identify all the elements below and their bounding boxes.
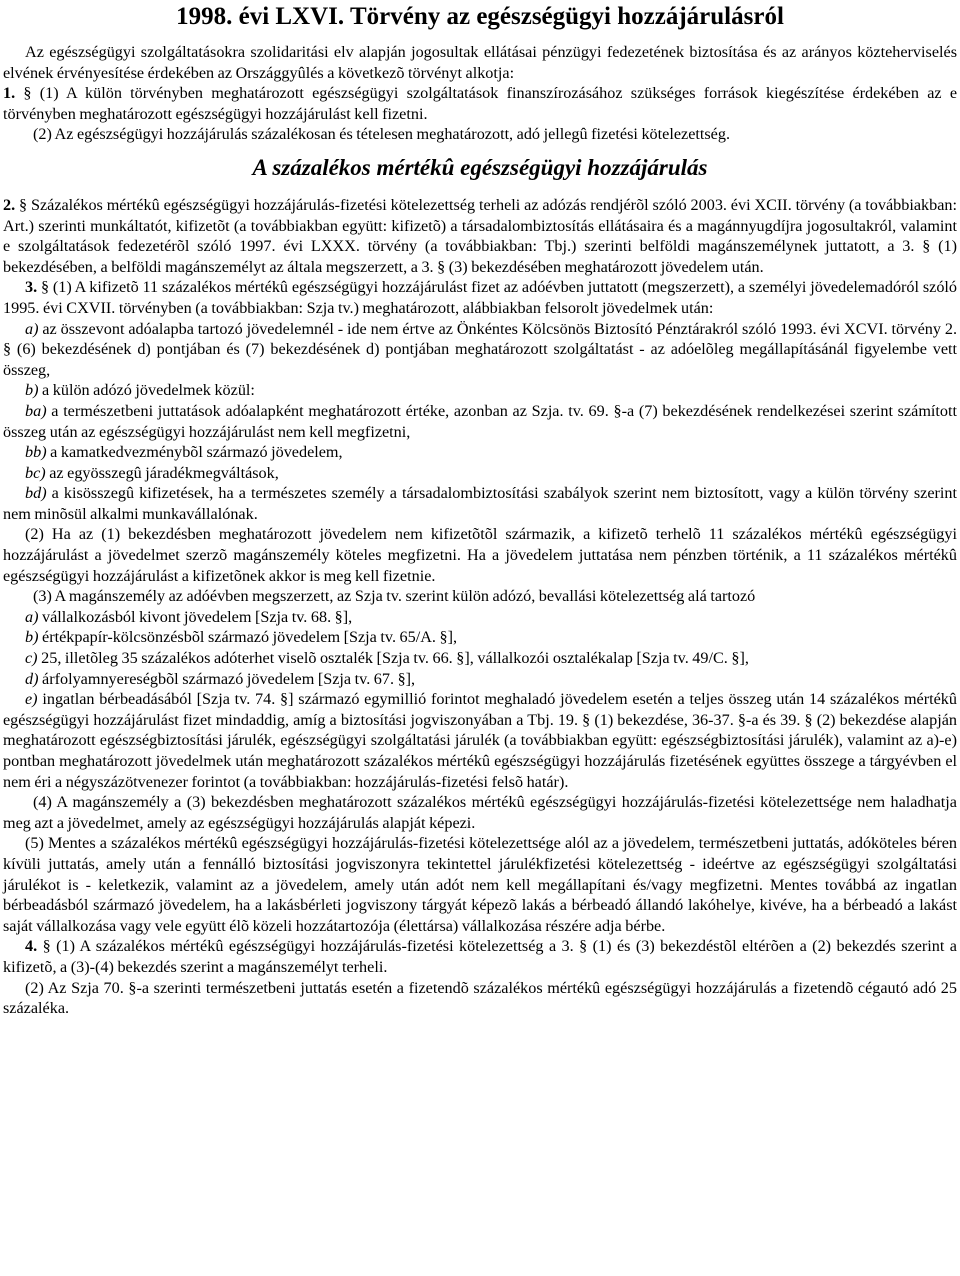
section-3-para-4: (4) A magánszemély a (3) bekezdésben meghatározott százalékos mértékû egészségügyi hozzájárulás-fizetési kötelezettsége nem haladhatja meg azt a jövedelmet, amely az egészségügyi hozzájárulás alapját képezi. (3, 793, 957, 832)
preamble: Az egészségügyi szolgáltatásokra szolidaritási elv alapján jogosultak ellátásai pénzügyi fedezetének biztosítása és az arányos közteherviselés elvének érvényesítése érdekében az Országgyûlés a következõ törvényt alkotja: (3, 43, 957, 82)
list-item-a: a) az összevont adóalapba tartozó jövedelemnél - ide nem értve az Önkéntes Kölcsönös Biztosító Pénztárakról szóló 1993. évi XCVI. törvény 2. § (6) bekezdésének d) pontjában és (7) bekezdésének d) pontjában meghatározott szolgáltatást - az adóelõleg megállapításánál figyelembe vett összeg, (3, 319, 958, 379)
section-3-para-2: (2) Ha az (1) bekezdésben meghatározott jövedelem nem kifizetõtõl származik, a kifizetõ terhelõ 11 százalékos mértékû egészségügyi hozzájárulást a jövedelmet szerzõ magánszemély köteles megfizetni. Ha a jövedelem juttatása nem pénzben történik, a 11 százalékos mértékû egészségügyi hozzájárulást a kifizetõnek akkor is meg kell fizetnie. (3, 525, 957, 585)
section-3-para-3: (3) A magánszemély az adóévben megszerzett, az Szja tv. szerint külön adózó, bevallási kötelezettség alá tartozó (33, 587, 756, 606)
section-heading: A százalékos mértékû egészségügyi hozzájárulás (252, 154, 708, 180)
list-item-bd: bd) a kisösszegû kifizetések, ha a természetes személy a társadalombiztosítási szabályok szerint nem biztosított, vagy a külön törvény szerint nem minõsül alkalmi munkavállalónak. (3, 484, 958, 523)
list-item-3c: c) 25, illetõleg 35 százalékos adóterhet viselõ osztalék [Szja tv. 66. §], vállalkozói osztalékalap [Szja tv. 49/C. §], (25, 649, 749, 668)
section-number: 4. (25, 937, 38, 956)
section-4-para-1: 4. § (1) A százalékos mértékû egészségügyi hozzájárulás-fizetési kötelezettség a 3. § (1) és (3) bekezdéstõl eltérõen a (2) bekezdés szerint a kifizetõ, a (3)-(4) bekezdés szerint a magánszemélyt terheli. (3, 937, 957, 976)
list-item-bc: bc) az egyösszegû járadékmegváltások, (25, 463, 279, 482)
section-number: 2. (3, 195, 16, 214)
section-3-para-5: (5) Mentes a százalékos mértékû egészségügyi hozzájárulás-fizetési kötelezettsége alól az a jövedelem, természetbeni juttatás, adóköteles béren kívüli juttatás, amely után a fennálló biztosítási jogviszonyra tekintettel járulékfizetési kötelezettség - ideértve az egészségügyi szolgáltatási járulékot is - keletkezik, valamint az a jövedelem, amely után adót nem kell megállapítani és/vagy megfizetni. Mentes továbbá az ingatlan bérbeadásból származó jövedelem, ha a lakásbérleti jogviszony tárgyát képezõ lakás a bérbeadó állandó lakóhelye, kivéve, ha a bérbeadó a lakást saját vállalkozása vagy vele együtt élõ közeli hozzátartozója (élettársa) vállalkozása részére adja bérbe. (3, 834, 957, 935)
list-item-ba: ba) a természetbeni juttatások adóalapként meghatározott értéke, azonban az Szja. tv. 69. §-a (7) bekezdésének rendelkezései szerint számított összeg után az egészségügyi hozzájárulást nem kell megfizetni, (3, 401, 957, 441)
list-item-3d: d) árfolyamnyereségbõl származó jövedelem [Szja tv. 67. §], (25, 669, 416, 688)
section-2-text: 2. § Százalékos mértékû egészségügyi hozzájárulás-fizetési kötelezettség terheli az adózás rendjérõl szóló 2003. évi XCII. törvény (a továbbiakban: Art.) szerinti munkáltatót, kifizetõt (a továbbiakban együtt: kifizetõ) a társadalombiztosítás ellátásaira és a magánnyugdíjra jogosultakról, valamint e szolgáltatások fedezetérõl szóló 1997. évi LXXX. törvény (a továbbiakban: Tbj.) szerinti belföldi magánszemélynek juttatott, a 3. § (1) bekezdésében, a belföldi magánszemélyt az általa megszerzett, a 3. § (3) bekezdésében meghatározott jövedelem után. (3, 195, 958, 276)
section-3-para-1: 3. § (1) A kifizetõ 11 százalékos mértékû egészségügyi hozzájárulást fizet az adóévben juttatott (megszerzett), a személyi jövedelemadóról szóló 1995. évi CXVII. törvényben (a továbbiakban: Szja tv.) meghatározott, alábbiakban felsorolt jövedelmek után: (3, 278, 958, 317)
list-item-bb: bb) a kamatkedvezménybõl származó jövedelem, (25, 443, 343, 462)
section-number: 3. (25, 278, 38, 297)
section-number: 1. (3, 84, 16, 103)
section-1-para-2: (2) Az egészségügyi hozzájárulás százalékosan és tételesen meghatározott, adó jellegû fizetési kötelezettség. (33, 125, 730, 144)
list-item-3e: e) ingatlan bérbeadásából [Szja tv. 74. §] származó egymillió forintot meghaladó jövedelem esetén a teljes összeg után 14 százalékos mértékû egészségügyi hozzájárulást fizet mindaddig, amíg a biztosítási jogviszonyában a Tbj. 19. § (1) bekezdése, 36-37. §-a és 39. § (2) bekezdése alapján meghatározott egészségbiztosítási járulék, egészségügyi szolgáltatási járulék (a továbbiakban együtt: egészségbiztosítási járulék), valamint az a)-e) pontban meghatározott jövedelmek után meghatározott százalékos mértékû egészségügyi hozzájárulás fizetésének együttes összege a tárgyévben el nem éri a négyszázötvenezer forintot (a továbbiakban: hozzájárulás-fizetési felsõ határ). (3, 690, 957, 791)
list-item-b: b) a külön adózó jövedelmek közül: (25, 381, 255, 400)
section-4-para-2: (2) Az Szja 70. §-a szerinti természetbeni juttatás esetén a fizetendõ százalékos mértékû egészségügyi hozzájárulás a fizetendõ cégautó adó 25 százaléka. (3, 978, 957, 1018)
list-item-3a: a) vállalkozásból kivont jövedelem [Szja tv. 68. §], (25, 607, 353, 626)
document-title: 1998. évi LXVI. Törvény az egészségügyi hozzájárulásról (176, 3, 784, 30)
section-1-para-1: 1. § (1) A külön törvényben meghatározott egészségügyi szolgáltatások finanszírozásához szükséges források kiegészítése érdekében az e törvényben meghatározott egészségügyi hozzájárulást kell fizetni. (3, 84, 958, 123)
list-item-3b: b) értékpapír-kölcsönzésbõl származó jövedelem [Szja tv. 65/A. §], (25, 628, 458, 647)
